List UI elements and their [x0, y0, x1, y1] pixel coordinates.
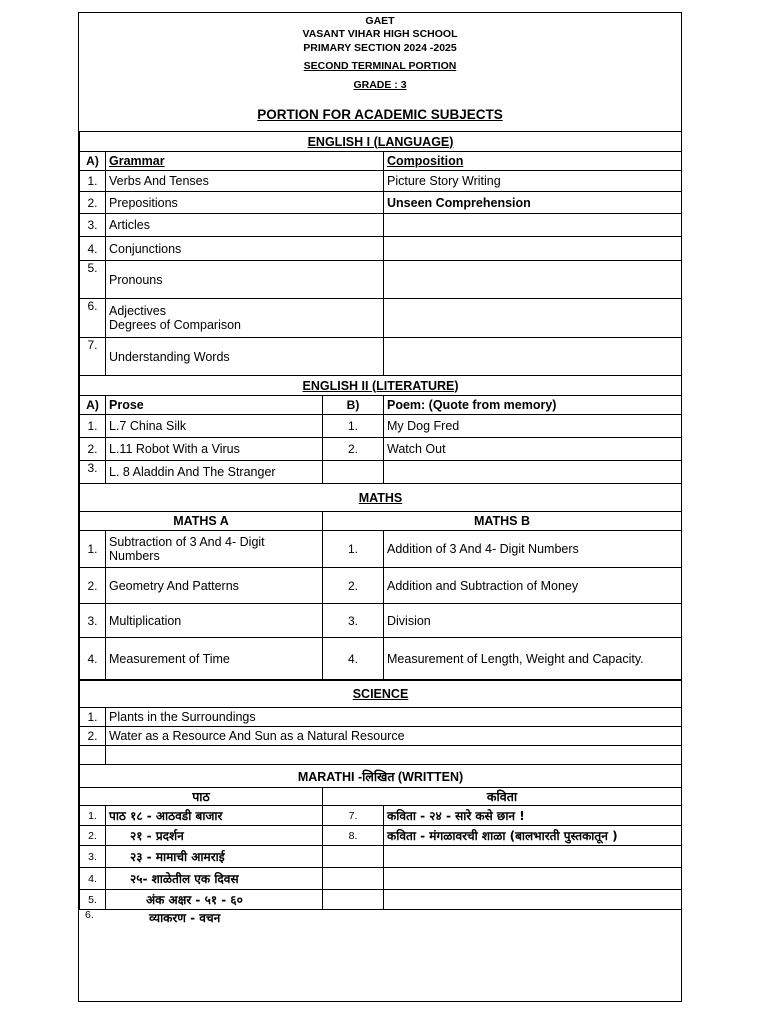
- section-line: PRIMARY SECTION 2024 -2025: [303, 42, 457, 54]
- row-number: 2.: [323, 438, 384, 461]
- table-row: [80, 568, 682, 604]
- table-row: [80, 171, 682, 192]
- table-row: [80, 708, 682, 727]
- maths-a-topic: Multiplication: [106, 604, 323, 638]
- poem-title: [384, 461, 682, 484]
- prose-lesson: L. 8 Aladdin And The Stranger: [106, 461, 323, 484]
- prose-lesson: L.11 Robot With a Virus: [106, 438, 323, 461]
- composition-topic: Unseen Comprehension: [384, 192, 682, 214]
- path-lesson: अंक अक्षर - ५१ - ६०: [106, 890, 323, 910]
- science-topic: [106, 746, 682, 765]
- row-number: 1.: [80, 708, 106, 727]
- maths-b-topic: Addition of 3 And 4- Digit Numbers: [384, 531, 682, 568]
- prose-lesson: L.7 China Silk: [106, 415, 323, 438]
- row-number: 7.: [80, 338, 106, 376]
- row-number: 3.: [80, 846, 106, 868]
- marathi-title: MARATHI -लिखित (WRITTEN): [80, 765, 682, 788]
- table-row: [80, 438, 682, 461]
- science-topic: Plants in the Surroundings: [106, 708, 682, 727]
- row-number: 5.: [80, 261, 106, 299]
- maths-title: MATHS: [80, 484, 682, 512]
- grammar-topic: Conjunctions: [106, 237, 384, 261]
- table-row: [80, 727, 682, 746]
- row-number: 1.: [323, 415, 384, 438]
- composition-topic: [384, 214, 682, 237]
- grammar-topic: Articles: [106, 214, 384, 237]
- table-row: [80, 237, 682, 261]
- row-number: 4.: [80, 237, 106, 261]
- org-name: GAET: [365, 15, 395, 27]
- row-number: 2.: [80, 438, 106, 461]
- table-row: [80, 868, 682, 890]
- row-number: 2.: [80, 568, 106, 604]
- grammar-topic: Pronouns: [106, 261, 384, 299]
- path-lesson: २३ - मामाची आमराई: [106, 846, 323, 868]
- composition-topic: [384, 338, 682, 376]
- kavita-title: कविता - मंगळावरची शाळा (बालभारती पुस्तकातून ): [384, 826, 682, 846]
- row-number: 1.: [80, 171, 106, 192]
- science-title: SCIENCE: [80, 681, 682, 708]
- row-number: 1.: [323, 531, 384, 568]
- table-row: [80, 746, 682, 765]
- poem-label: B): [323, 396, 384, 415]
- maths-a-topic-line: Numbers: [109, 549, 160, 563]
- row-number: [323, 890, 384, 910]
- maths-table: [79, 483, 682, 680]
- row-number: 3.: [323, 604, 384, 638]
- path-heading: पाठ: [80, 788, 323, 806]
- composition-heading: Composition: [384, 152, 682, 171]
- grade-line: GRADE : 3: [353, 79, 407, 91]
- grammar-vachan: व्याकरण - वचन: [149, 911, 221, 925]
- row-number: 1.: [80, 806, 106, 826]
- table-row: [80, 531, 682, 568]
- table-row: [80, 415, 682, 438]
- english-literature-table: [79, 375, 682, 484]
- marathi-table: [79, 764, 682, 910]
- row-number: 8.: [323, 826, 384, 846]
- table-row: [80, 826, 682, 846]
- table-row: [80, 604, 682, 638]
- maths-a-topic-line: Subtraction of 3 And 4- Digit: [109, 535, 265, 549]
- row-number: [323, 868, 384, 890]
- maths-a-topic: [106, 531, 323, 568]
- row-number: [80, 746, 106, 765]
- english-language-title: ENGLISH I (LANGUAGE): [80, 132, 682, 152]
- row-number: 2.: [80, 826, 106, 846]
- table-row: [80, 806, 682, 826]
- grammar-topic-line: Degrees of Comparison: [109, 318, 242, 332]
- table-row: [80, 846, 682, 868]
- prose-label: A): [80, 396, 106, 415]
- table-row: [80, 299, 682, 338]
- path-lesson: २१ - प्रदर्शन: [106, 826, 323, 846]
- row-number: [323, 461, 384, 484]
- main-title: PORTION FOR ACADEMIC SUBJECTS: [257, 107, 503, 122]
- maths-b-heading: MATHS B: [323, 512, 682, 531]
- maths-a-topic: Geometry And Patterns: [106, 568, 323, 604]
- grammar-topic-line: Adjectives: [109, 304, 166, 318]
- row-number: 4.: [80, 868, 106, 890]
- table-row: [80, 192, 682, 214]
- maths-b-topic: Addition and Subtraction of Money: [384, 568, 682, 604]
- composition-topic: [384, 261, 682, 299]
- maths-a-topic: Measurement of Time: [106, 638, 323, 680]
- poem-title: Watch Out: [384, 438, 682, 461]
- prose-heading: Prose: [106, 396, 323, 415]
- row-number: 4.: [323, 638, 384, 680]
- row-number: 5.: [80, 890, 106, 910]
- school-name: VASANT VIHAR HIGH SCHOOL: [302, 28, 458, 40]
- maths-a-heading: MATHS A: [80, 512, 323, 531]
- english-language-table: [79, 131, 682, 376]
- kavita-title: [384, 846, 682, 868]
- science-topic: Water as a Resource And Sun as a Natural Resource: [106, 727, 682, 746]
- row-number: 2.: [80, 192, 106, 214]
- grammar-topic: Verbs And Tenses: [106, 171, 384, 192]
- kavita-heading: कविता: [323, 788, 682, 806]
- path-lesson: २५- शाळेतील एक दिवस: [106, 868, 323, 890]
- science-table: [79, 680, 682, 765]
- table-row: [80, 461, 682, 484]
- portion-line: SECOND TERMINAL PORTION: [303, 60, 457, 72]
- row-number: 7.: [323, 806, 384, 826]
- row-number: 4.: [80, 638, 106, 680]
- table-row: [80, 261, 682, 299]
- composition-topic: [384, 299, 682, 338]
- row-number: 2.: [323, 568, 384, 604]
- row-number: 3.: [80, 461, 106, 484]
- row-number: 3.: [80, 214, 106, 237]
- maths-b-topic: Division: [384, 604, 682, 638]
- row-number: 6.: [80, 299, 106, 338]
- grammar-heading: Grammar: [106, 152, 384, 171]
- english-literature-title: ENGLISH II (LITERATURE): [80, 376, 682, 396]
- path-lesson: पाठ १८ - आठवडी बाजार: [106, 806, 323, 826]
- table-row: [80, 214, 682, 237]
- last-row-number: 6.: [85, 909, 94, 921]
- grammar-topic: Understanding Words: [106, 338, 384, 376]
- grammar-topic: Prepositions: [106, 192, 384, 214]
- poem-title: My Dog Fred: [384, 415, 682, 438]
- row-number: 3.: [80, 604, 106, 638]
- table-row: [80, 338, 682, 376]
- composition-topic: Picture Story Writing: [384, 171, 682, 192]
- poem-heading: Poem: (Quote from memory): [384, 396, 682, 415]
- row-number: 1.: [80, 531, 106, 568]
- row-number: 2.: [80, 727, 106, 746]
- composition-topic: [384, 237, 682, 261]
- table-row: [80, 638, 682, 680]
- row-number: 1.: [80, 415, 106, 438]
- grammar-topic: [106, 299, 384, 338]
- portion-sheet: [78, 12, 682, 1002]
- row-number: [323, 846, 384, 868]
- kavita-title: [384, 890, 682, 910]
- kavita-title: कविता - २४ - सारे कसे छान !: [384, 806, 682, 826]
- table-row: [80, 890, 682, 910]
- grammar-label: A): [80, 152, 106, 171]
- maths-b-topic: Measurement of Length, Weight and Capacity.: [384, 638, 682, 680]
- kavita-title: [384, 868, 682, 890]
